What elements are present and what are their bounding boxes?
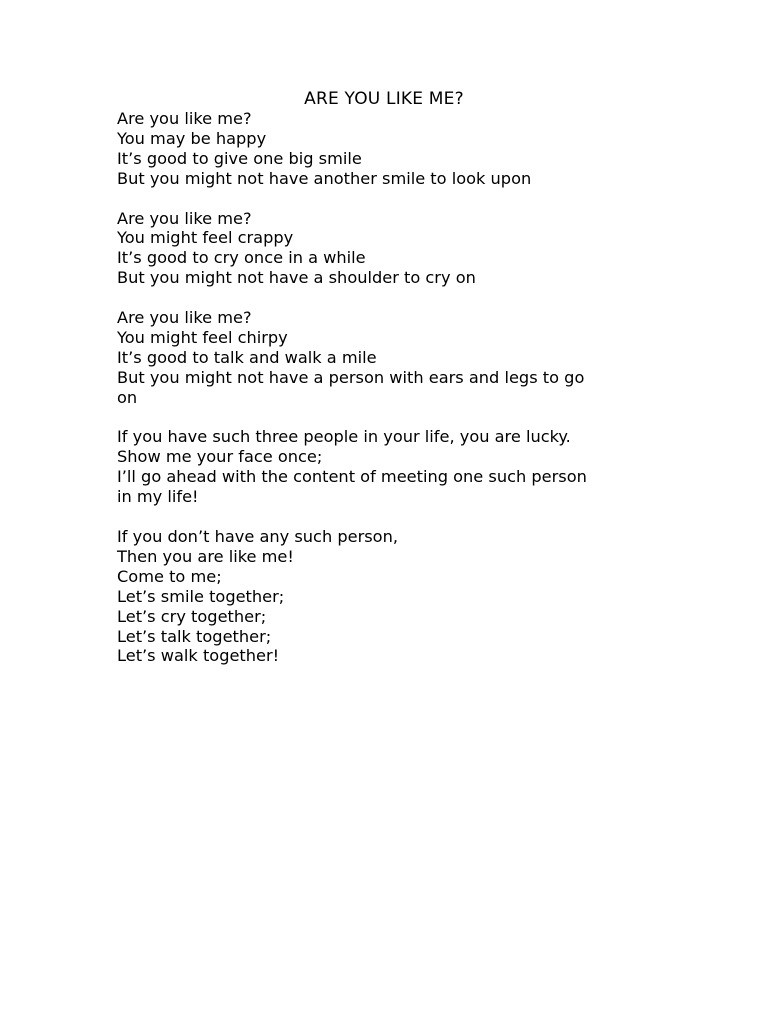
poem-line: Are you like me? [117,308,252,328]
poem-line: Let’s smile together; [117,586,285,606]
poem-line: If you have such three people in your life, you are lucky. [117,427,571,447]
stanza-2 [117,209,677,289]
poem-line: Let’s talk together; [117,626,272,646]
poem-line: You might feel chirpy [117,327,288,347]
stanza-1 [117,109,677,189]
poem-line: It’s good to give one big smile [117,148,362,168]
stanza-3 [117,308,677,408]
poem-line: It’s good to cry once in a while [117,248,366,268]
poem-line: You might feel crappy [117,228,294,248]
poem-line: Are you like me? [117,208,252,228]
poem-line: on [117,387,138,407]
poem-line: If you don’t have any such person, [117,526,398,546]
poem-line: Are you like me? [117,109,252,128]
poem-line: Come to me; [117,566,222,586]
poem-line: Then you are like me! [117,546,294,566]
poem-line: Let’s cry together; [117,606,267,626]
poem-body [117,109,677,686]
stanza-4 [117,427,677,507]
poem-line: Let’s walk together! [117,646,280,666]
poem-title: ARE YOU LIKE ME? [304,89,464,109]
poem-line: I’ll go ahead with the content of meeting one such person [117,467,587,487]
poem-line: But you might not have a person with ears and legs to go [117,367,585,387]
poem-line: Show me your face once; [117,447,323,467]
poem-line: in my life! [117,487,199,507]
poem-line: It’s good to talk and walk a mile [117,347,377,367]
poem-line: You may be happy [117,128,267,148]
poem-line: But you might not have a shoulder to cry on [117,268,476,288]
poem-line: But you might not have another smile to look upon [117,168,532,188]
stanza-5 [117,527,677,666]
